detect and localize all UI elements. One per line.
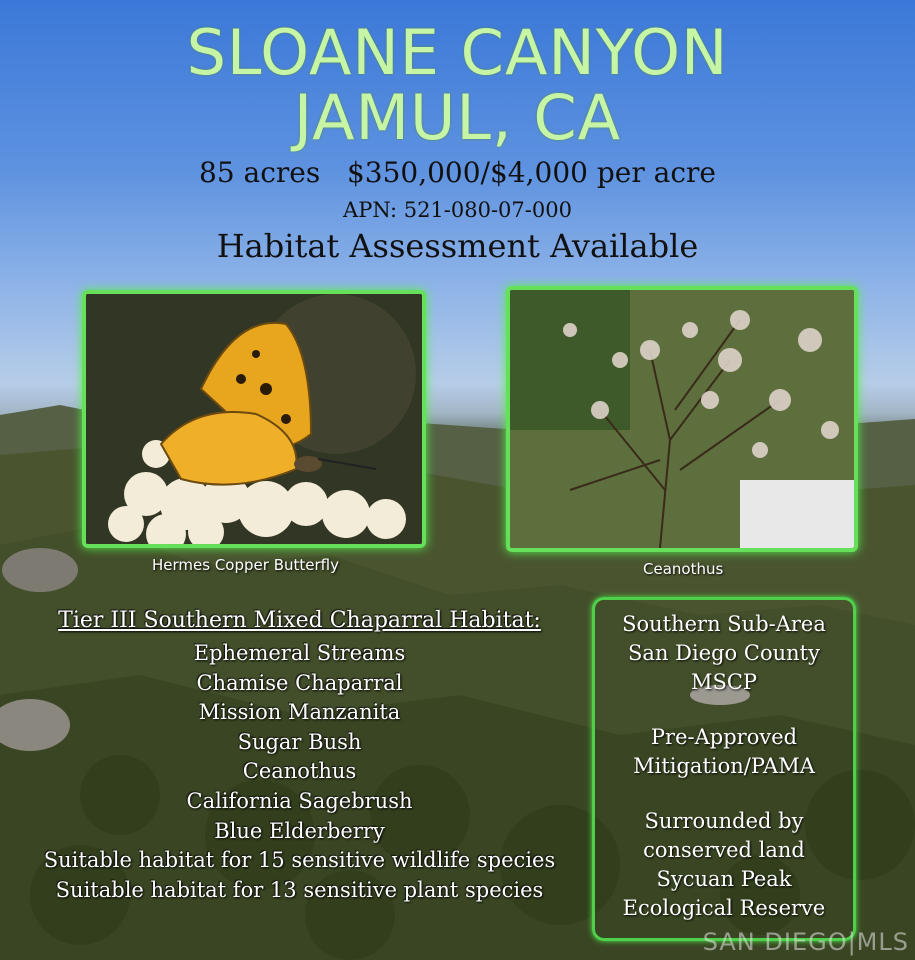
list-item: Blue Elderberry [214,818,385,843]
info-line: San Diego County [628,641,820,665]
ceanothus-photo [506,286,858,552]
list-item: Mission Manzanita [198,700,401,725]
info-line: Surrounded by [644,809,804,833]
info-line: conserved land [643,838,805,862]
habitat-list-section [12,608,587,905]
butterfly-photo-icon [86,294,422,544]
info-line: Sycuan Peak [656,867,792,891]
info-line: Southern Sub-Area [622,612,826,636]
apn-number: APN: 521-080-07-000 [343,198,572,222]
list-item: Ceanothus [242,759,357,784]
butterfly-photo [82,290,426,548]
ceanothus-caption: Ceanothus [643,560,724,578]
list-item: Suitable habitat for 15 sensitive wildlife species [43,848,556,873]
mls-watermark: SAN DIEGO|MLS [702,928,909,956]
info-line: MSCP [690,670,758,694]
list-item: Ephemeral Streams [193,641,406,665]
info-line: Mitigation/PAMA [633,754,815,778]
info-line: Ecological Reserve [622,896,826,920]
info-line: Pre-Approved [650,725,798,749]
ceanothus-shrub-photo-icon [510,290,854,548]
title-line-1: SLOANE CANYON [186,16,729,89]
list-item: Suitable habitat for 13 sensitive plant species [55,877,544,902]
title-line-2: JAMUL, CA [293,81,622,154]
mscp-info-box [592,597,856,941]
list-item: California Sagebrush [186,788,413,813]
butterfly-caption: Hermes Copper Butterfly [152,556,339,574]
list-item: Chamise Chaparral [196,670,403,695]
price-line: 85 acres $350,000/$4,000 per acre [199,156,716,189]
habitat-heading: Tier III Southern Mixed Chaparral Habitat: [58,608,541,633]
list-item: Sugar Bush [237,729,362,754]
habitat-list [12,639,587,905]
habitat-assessment-note: Habitat Assessment Available [216,227,699,265]
